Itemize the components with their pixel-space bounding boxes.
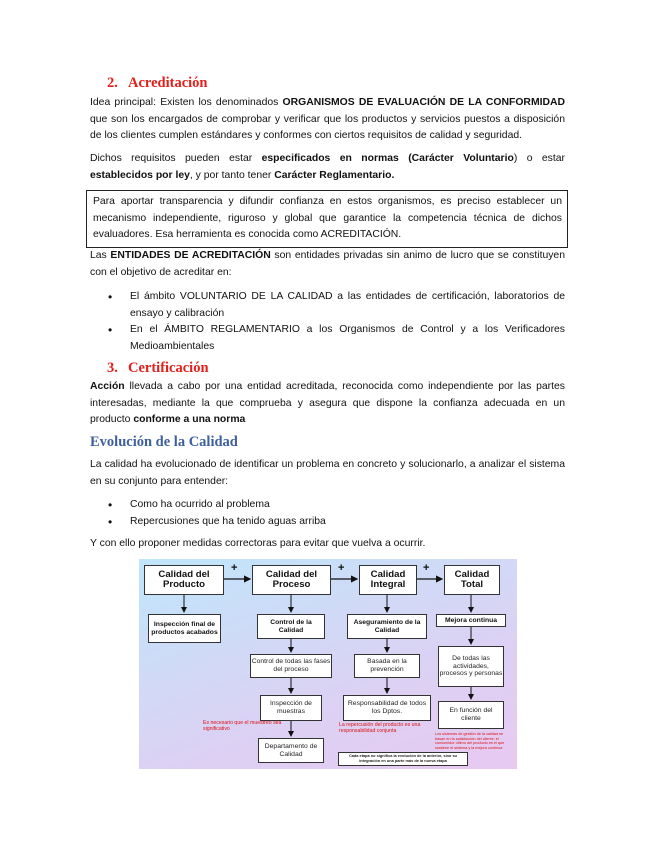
bullet-icon: • bbox=[108, 498, 113, 512]
list-item: • Repercusiones que ha tenido aguas arriba bbox=[108, 514, 326, 529]
section-3-heading bbox=[107, 360, 209, 377]
evolucion-bullet-list bbox=[108, 497, 565, 530]
departamento-calidad-box: Departamento de Calidad bbox=[258, 738, 324, 763]
acreditacion-paragraph-2: Dichos requisitos pueden estar especificados en normas (Carácter Voluntario) o estar establecidos por ley, y por tanto tener Carácter Reglamentario. bbox=[90, 153, 565, 181]
stage-calidad-total: Calidad Total bbox=[444, 565, 500, 595]
basada-prevencion-box: Basada en la prevención bbox=[354, 654, 420, 678]
muestreo-note: Es necesario que el muestreo sea significativo bbox=[203, 720, 282, 732]
section-2-number: 2. bbox=[107, 75, 118, 91]
acreditacion-bullet-list bbox=[108, 289, 565, 355]
mejora-continua-box: Mejora continua bbox=[436, 614, 506, 627]
section-3-number: 3. bbox=[107, 360, 118, 376]
responsabilidad-dptos-box: Responsabilidad de todos los Dptos. bbox=[343, 695, 431, 721]
plus-sign: + bbox=[423, 562, 430, 574]
bullet-icon: • bbox=[108, 323, 113, 337]
aseguramiento-calidad-box: Aseguramiento de la Calidad bbox=[347, 614, 427, 639]
certificacion-paragraph: Acción llevada a cabo por una entidad acreditada, reconocida como independiente por las partes interesadas, mediante la que comprueba y asegura que dispone la confianza adecuada en un producto conforme a una norma bbox=[90, 381, 565, 425]
evolucion-paragraph-1: La calidad ha evolucionado de identificar un problema en concreto y solucionarlo, a analizar el sistema en su conjunto para entender: bbox=[90, 459, 565, 487]
satisfaccion-cliente-note: Los sistemas de gestión de la calidad se basan en la satisfacción del cliente; el consumidor último del producto es el que sostiene el sistema y la mejora continua bbox=[435, 732, 505, 750]
bullet-icon: • bbox=[108, 290, 113, 304]
funcion-cliente-box: En función del cliente bbox=[438, 701, 504, 729]
plus-sign: + bbox=[338, 562, 345, 574]
repercusion-note: La repercusión del producto es una responsabilidad conjunta bbox=[339, 722, 421, 734]
acreditacion-boxed-note: Para aportar transparencia y difundir confianza en estos organismos, es preciso establecer un mecanismo independiente, riguroso y global que garantice la competencia técnica de dichos evaluadores. Esa herramienta es conocida como ACREDITACIÓN. bbox=[86, 190, 568, 248]
actividades-procesos-box: De todas las actividades, procesos y personas bbox=[438, 646, 504, 687]
plus-sign: + bbox=[231, 562, 238, 574]
section-2-title: Acreditación bbox=[128, 75, 208, 91]
control-fases-box: Control de todas las fases del proceso bbox=[250, 654, 332, 678]
diagram-footer-note: Cada etapa no significa la evolución de la anterior, sino su integración en una parte más de la nueva etapa bbox=[338, 752, 468, 766]
stage-calidad-del-proceso: Calidad del Proceso bbox=[252, 565, 331, 595]
evolucion-heading: Evolución de la Calidad bbox=[90, 434, 238, 450]
control-calidad-box: Control de la Calidad bbox=[257, 614, 325, 639]
list-item: • En el ÁMBITO REGLAMENTARIO a los Organismos de Control y a los Verificadores Medioambientales bbox=[108, 322, 565, 355]
inspeccion-muestras-box: Inspección de muestras bbox=[260, 695, 322, 721]
acreditacion-paragraph-3: Las ENTIDADES DE ACREDITACIÓN son entidades privadas sin animo de lucro que se constituyen con el objetivo de acreditar en: bbox=[90, 250, 565, 278]
stage-calidad-integral: Calidad Integral bbox=[359, 565, 417, 595]
bullet-icon: • bbox=[108, 514, 113, 529]
inspeccion-final-box: Inspección final de productos acabados bbox=[148, 614, 221, 643]
quality-evolution-diagram bbox=[139, 559, 517, 769]
stage-calidad-del-producto: Calidad del Producto bbox=[144, 565, 224, 595]
list-item: • Como ha ocurrido al problema bbox=[108, 498, 270, 512]
section-2-heading bbox=[107, 75, 207, 92]
list-item: • El ámbito VOLUNTARIO DE LA CALIDAD a las entidades de certificación, laboratorios de ensayo y calibración bbox=[108, 289, 565, 322]
evolucion-paragraph-2: Y con ello proponer medidas correctoras para evitar que vuelva a ocurrir. bbox=[90, 538, 426, 549]
acreditacion-paragraph-1: Idea principal: Existen los denominados ORGANISMOS DE EVALUACIÓN DE LA CONFORMIDAD que son los encargados de comprobar y verificar que los productos y servicios puestos a disposición de los clientes cumplen estándares y conformes con ciertos requisitos de calidad y seguridad. bbox=[90, 97, 565, 141]
section-3-title: Certificación bbox=[128, 360, 209, 376]
